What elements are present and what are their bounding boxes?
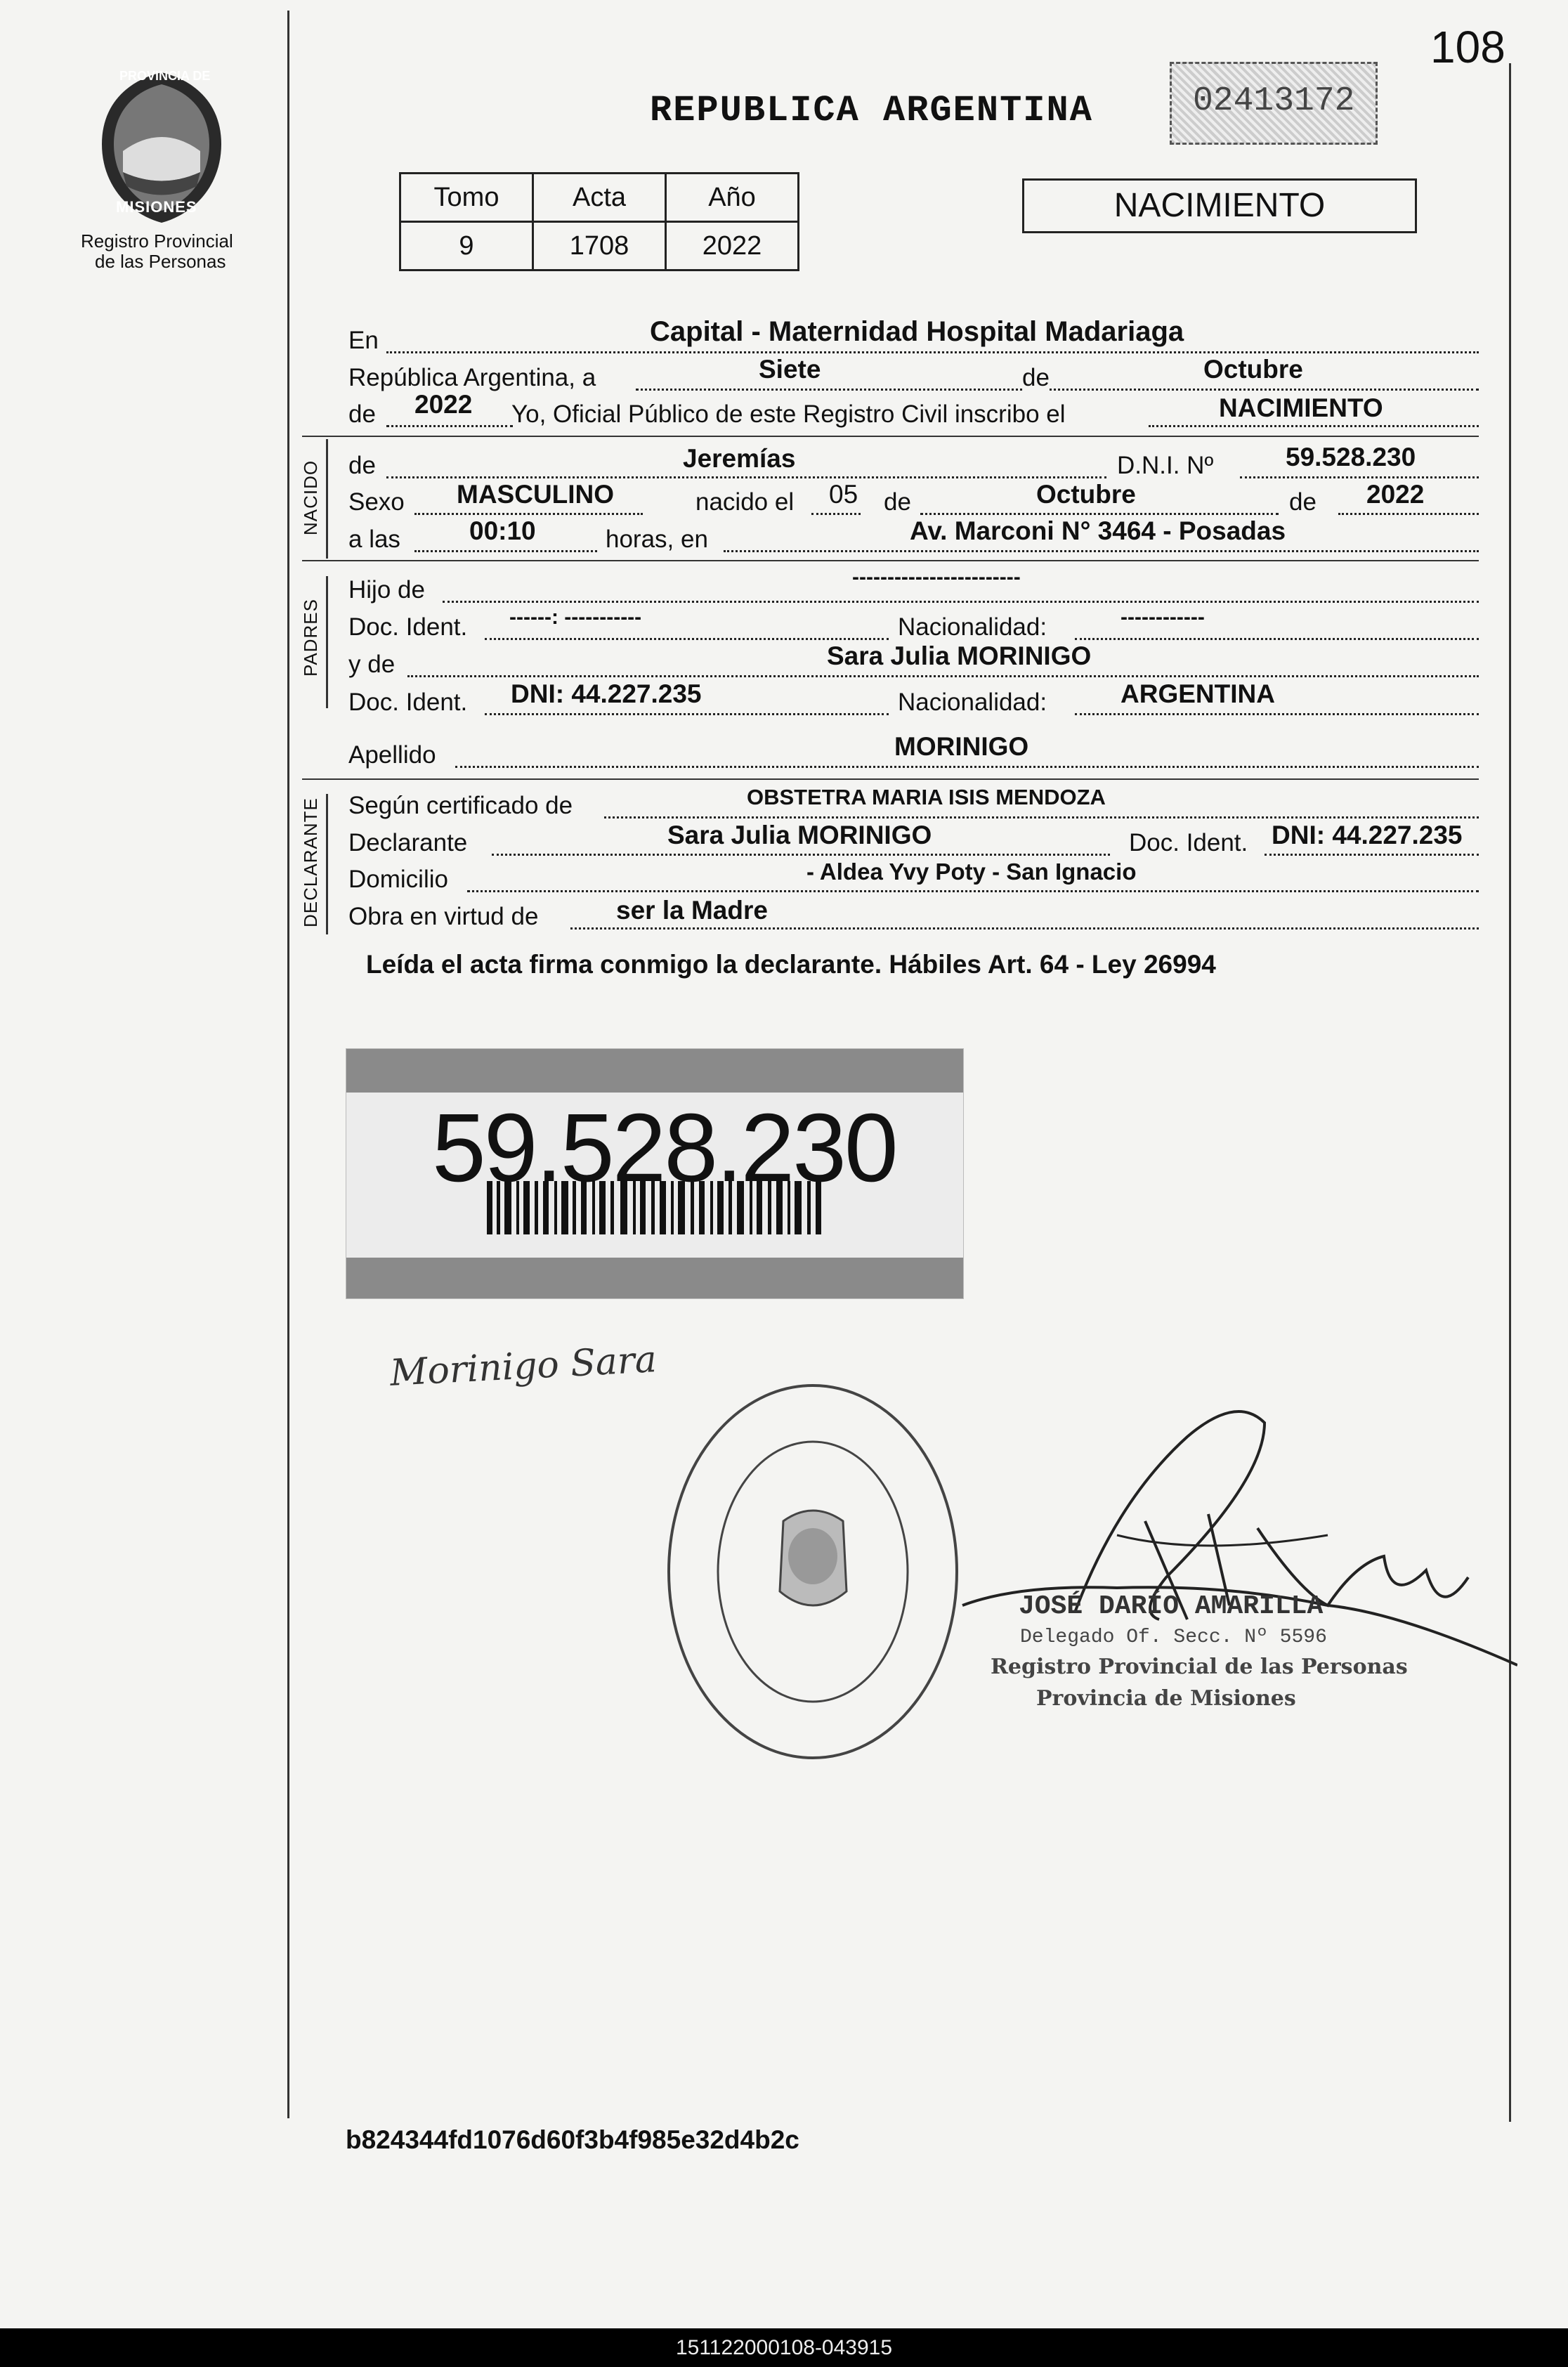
official-name: JOSÉ DARÍO AMARILLA xyxy=(1019,1591,1324,1622)
value-nac-madre: ARGENTINA xyxy=(1121,679,1275,708)
value-dni: 59.528.230 xyxy=(1286,443,1416,471)
page-number: 108 xyxy=(1430,22,1505,72)
dotline xyxy=(467,890,1479,892)
side-label-padres: PADRES xyxy=(300,599,321,677)
value-dia: Siete xyxy=(759,355,821,384)
dotline xyxy=(407,675,1479,677)
label-sexo: Sexo xyxy=(348,488,405,516)
dotline xyxy=(604,816,1479,819)
label-republica: República Argentina, a xyxy=(348,364,596,391)
record-table xyxy=(399,172,799,271)
label-de-mes: de xyxy=(884,488,911,516)
dotline xyxy=(414,513,643,515)
value-inscribe: NACIMIENTO xyxy=(1219,393,1383,422)
label-doc-ident-padre: Doc. Ident. xyxy=(348,613,468,641)
value-apellido: MORINIGO xyxy=(894,732,1029,761)
value-sexo: MASCULINO xyxy=(457,480,615,509)
section-divider xyxy=(302,778,1479,780)
value-tomo: 9 xyxy=(400,222,533,270)
section-divider xyxy=(302,560,1479,561)
registry-name-line2: de las Personas xyxy=(95,251,226,272)
right-margin-line xyxy=(1509,63,1511,2122)
label-horas-en: horas, en xyxy=(606,526,708,553)
label-obra: Obra en virtud de xyxy=(348,903,539,930)
side-label-declarante: DECLARANTE xyxy=(300,797,321,927)
dotline xyxy=(386,476,1106,478)
dotline xyxy=(724,550,1479,552)
label-apellido: Apellido xyxy=(348,741,436,769)
label-nacionalidad-madre: Nacionalidad: xyxy=(898,689,1047,716)
label-hijo-de: Hijo de xyxy=(348,576,425,604)
value-certificado: OBSTETRA MARIA ISIS MENDOZA xyxy=(747,785,1106,809)
value-lugar: Capital - Maternidad Hospital Madariaga xyxy=(650,316,1184,347)
value-hora: 00:10 xyxy=(469,516,536,545)
dotline xyxy=(1338,513,1479,515)
registry-name-line1: Registro Provincial xyxy=(81,230,233,252)
dotline xyxy=(570,927,1479,930)
dni-band-bottom-stripe xyxy=(346,1258,963,1298)
dotline xyxy=(1075,713,1479,715)
serial-number: 02413172 xyxy=(1193,82,1355,120)
dotline xyxy=(492,854,1110,856)
value-doc-declarante: DNI: 44.227.235 xyxy=(1272,821,1463,849)
value-domicilio: - Aldea Yvy Poty - San Ignacio xyxy=(806,859,1137,885)
serial-stamp xyxy=(1170,62,1378,145)
label-nacido-el: nacido el xyxy=(695,488,795,516)
declarante-bracket xyxy=(326,794,328,934)
side-label-nacido: NACIDO xyxy=(300,459,321,535)
dotline xyxy=(636,389,1479,391)
official-role: Delegado Of. Secc. Nº 5596 xyxy=(1020,1626,1327,1648)
dotline xyxy=(1240,476,1479,478)
handwritten-note: Morinigo Sara xyxy=(388,1338,658,1395)
label-dni: D.N.I. Nº xyxy=(1117,452,1214,479)
label-de: de xyxy=(1022,364,1050,391)
dotline xyxy=(485,713,889,715)
label-doc-ident-madre: Doc. Ident. xyxy=(348,689,468,716)
value-anio-nac: 2022 xyxy=(1366,480,1425,509)
closing-text: Leída el acta firma conmigo la declarante. Hábiles Art. 64 - Ley 26994 xyxy=(366,950,1216,979)
label-yo: Yo, Oficial Público de este Registro Civil inscribo el xyxy=(511,400,1066,428)
value-obra: ser la Madre xyxy=(616,896,768,925)
dotline xyxy=(1149,425,1479,427)
label-domicilio: Domicilio xyxy=(348,866,448,893)
header-tomo: Tomo xyxy=(400,174,533,222)
record-type-box: NACIMIENTO xyxy=(1022,178,1417,233)
dotline xyxy=(443,601,1479,603)
logo-text-top: PROVINCIA DE xyxy=(119,69,211,83)
value-dia-nac: 05 xyxy=(829,480,858,509)
dotline xyxy=(920,513,1279,515)
label-nacionalidad-padre: Nacionalidad: xyxy=(898,613,1047,641)
nacido-bracket xyxy=(326,439,328,559)
value-nombre: Jeremías xyxy=(683,444,796,473)
value-declarante: Sara Julia MORINIGO xyxy=(667,821,932,849)
dotline xyxy=(811,513,861,515)
dni-band-number: 59.528.230 xyxy=(432,1094,896,1202)
label-declarante: Declarante xyxy=(348,829,468,856)
official-province: Provincia de Misiones xyxy=(1036,1686,1296,1711)
padres-bracket xyxy=(326,576,328,708)
dni-band-top-stripe xyxy=(346,1049,963,1093)
dotline xyxy=(485,638,889,640)
dotline xyxy=(1075,638,1479,640)
official-office: Registro Provincial de las Personas xyxy=(991,1655,1408,1679)
label-en: En xyxy=(348,327,379,354)
official-seal xyxy=(664,1381,962,1763)
value-madre: Sara Julia MORINIGO xyxy=(827,641,1092,670)
label-doc-ident-declarante: Doc. Ident. xyxy=(1129,829,1248,856)
dotline xyxy=(414,550,597,552)
label-y-de: y de xyxy=(348,651,396,678)
footer-code: 151122000108-043915 xyxy=(675,2336,893,2359)
header-acta: Acta xyxy=(533,174,666,222)
value-acta: 1708 xyxy=(533,222,666,270)
value-doc-padre: ------: ----------- xyxy=(509,606,642,629)
label-de2: de xyxy=(348,400,376,428)
left-margin-line xyxy=(287,11,289,2118)
value-anio: 2022 xyxy=(414,390,473,419)
value-mes: Octubre xyxy=(1203,355,1303,384)
label-segun: Según certificado de xyxy=(348,792,573,819)
value-padre: ------------------------ xyxy=(852,566,1021,589)
logo-text-bottom: MISIONES xyxy=(116,198,197,216)
section-divider xyxy=(302,436,1479,437)
dotline xyxy=(386,425,513,427)
dotline xyxy=(386,351,1479,353)
dotline xyxy=(455,766,1479,768)
value-lugar-nac: Av. Marconi N° 3464 - Posadas xyxy=(910,516,1286,545)
label-a-las: a las xyxy=(348,526,400,553)
value-mes-nac: Octubre xyxy=(1036,480,1136,509)
label-de-anio: de xyxy=(1289,488,1317,516)
value-nac-padre: ------------ xyxy=(1121,606,1205,629)
document-hash: b824344fd1076d60f3b4f985e32d4b2c xyxy=(346,2125,799,2154)
document-title: REPUBLICA ARGENTINA xyxy=(650,90,1093,131)
value-anio: 2022 xyxy=(666,222,799,270)
dotline xyxy=(1265,854,1479,856)
footer-bar xyxy=(0,2328,1568,2367)
value-doc-madre: DNI: 44.227.235 xyxy=(511,679,702,708)
header-anio: Año xyxy=(666,174,799,222)
label-nombre: de xyxy=(348,452,376,479)
